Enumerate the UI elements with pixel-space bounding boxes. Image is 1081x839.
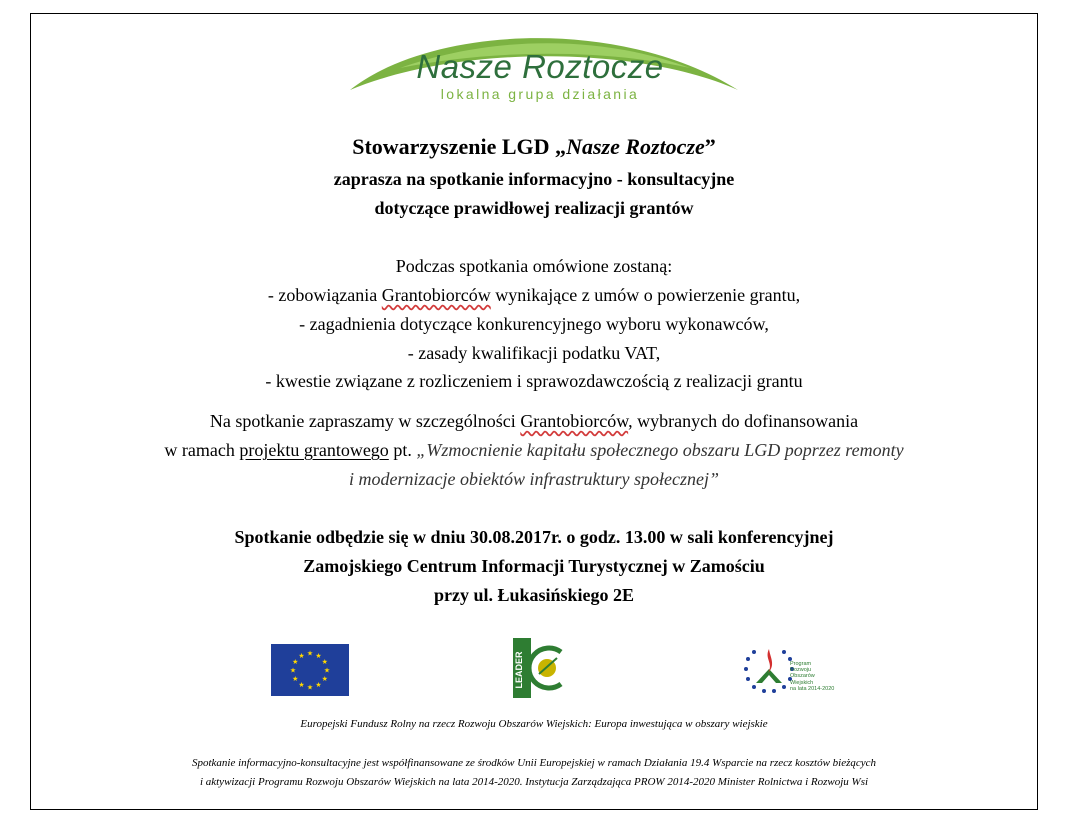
topic-1-keyword: Grantobiorców [381,285,491,305]
prow-text-line: Rozwoju [790,667,812,674]
meeting-details-line-2: Zamojskiego Centrum Informacji Turystycznej w Zamościu [303,556,765,576]
invite-2-prefix: w ramach [164,440,240,460]
invite-2-mid: pt. [388,440,417,460]
eu-star-icon: ★ [306,649,314,658]
heading-prefix: Stowarzyszenie LGD „ [352,134,567,159]
heading-org-name: Nasze Roztocze [566,134,705,159]
eu-star-icon: ★ [298,651,305,660]
eu-star-icon: ★ [292,658,299,666]
invite-1-suffix: , wybranych do dofinansowania [628,411,859,431]
eu-star-icon: ★ [315,651,322,660]
topic-item-4: - kwestie związane z rozliczeniem i sprawozdawczością z realizacji grantu [265,371,803,391]
meeting-details-line-1: Spotkanie odbędzie się w dniu 30.08.2017r. o godz. 13.00 w sali konferencyjnej [234,527,834,547]
eu-star-icon: ★ [323,666,331,675]
invite-line-3: i modernizacje obiektów infrastruktury społecznej” [349,469,719,489]
topic-item-2: - zagadnienia dotyczące konkurencyjnego wyboru wykonawców, [299,314,769,334]
topics-intro: Podczas spotkania omówione zostaną: [395,256,673,276]
prow-logo [740,643,840,704]
eu-star-icon: ★ [321,658,328,666]
eu-star-icon: ★ [289,666,297,675]
topic-item-1 [30,285,1038,306]
eu-star-icon: ★ [315,681,322,690]
leader-text: LEADER [514,651,524,689]
prow-text-line: na lata 2014-2020 [790,685,835,692]
project-title: „Wzmocnienie kapitału społecznego obszaru LGD poprzez remonty [416,440,904,460]
prow-text-line: Program [790,661,812,667]
project-link[interactable]: projektu grantowego [239,440,389,460]
heading-suffix: ” [704,134,716,159]
leader-logo [513,638,573,703]
invite-line-1 [30,411,1038,432]
organization-heading [30,134,1038,160]
prow-text-line: Obszarów [790,673,815,680]
eu-star-icon: ★ [321,675,328,683]
eu-star-icon: ★ [298,681,305,690]
eu-star-icon: ★ [292,675,299,683]
invitation-line-2: dotyczące prawidłowej realizacji grantów [374,198,694,218]
prow-text-line: Wiejskich [790,679,814,686]
topic-item-3: - zasady kwalifikacji podatku VAT, [407,343,661,363]
eu-star-icon: ★ [306,683,314,692]
topic-1-prefix: - zobowiązania [267,285,382,305]
eafrd-caption: Europejski Fundusz Rolny na rzecz Rozwoju Obszarów Wiejskich: Europa inwestująca w obszary wiejskie [300,718,768,730]
invite-1-prefix: Na spotkanie zapraszamy w szczególności [209,411,521,431]
funding-note-line-2: i aktywizacji Programu Rozwoju Obszarów Wiejskich na lata 2014-2020. Instytucja Zarządzająca PROW 2014-2020 Minister Rolnictwa i Rozwoju Wsi [199,776,869,788]
logo-title: Nasze Roztocze [416,48,664,85]
nasze-roztocze-logo [340,28,740,108]
topic-1-suffix: wynikające z umów o powierzenie grantu, [490,285,801,305]
meeting-details-line-3: przy ul. Łukasińskiego 2E [433,585,635,605]
funding-note-line-1: Spotkanie informacyjno-konsultacyjne jest współfinansowane ze środków Unii Europejskiej w ramach Działania 19.4 Wsparcie na rzecz kosztów bieżących [191,757,877,769]
invite-line-2 [30,440,1038,461]
invite-1-keyword: Grantobiorców [520,411,629,431]
eu-flag-icon [271,644,349,701]
logo-subtitle: lokalna grupa działania [440,86,640,102]
invitation-line-1: zaprasza na spotkanie informacyjno - konsultacyjne [333,169,735,189]
prow-logo-text [790,661,834,692]
